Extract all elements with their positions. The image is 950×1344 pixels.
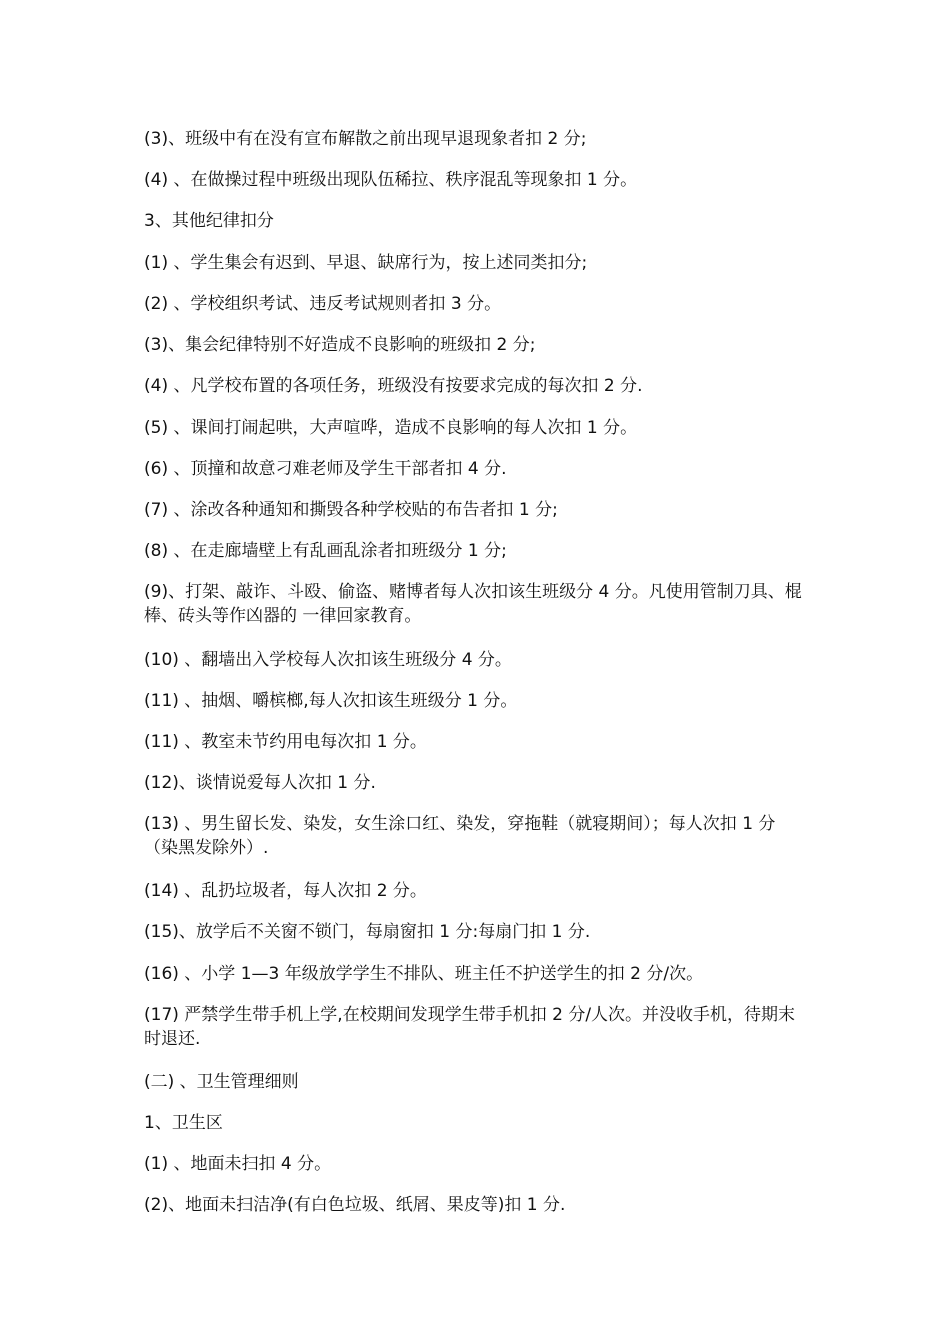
text-line: (3)、班级中有在没有宣布解散之前出现早退现象者扣 2 分; xyxy=(144,129,587,149)
text-line: (8) 、在走廊墙壁上有乱画乱涂者扣班级分 1 分; xyxy=(144,541,507,561)
text-paragraph: (13) 、男生留长发、染发，女生涂口红、染发，穿拖鞋（就寝期间）；每人次扣 1 分（染黑发除外）. xyxy=(144,814,776,858)
text-line: (2) 、学校组织考试、违反考试规则者扣 3 分。 xyxy=(144,294,502,314)
text-line: (14) 、乱扔垃圾者，每人次扣 2 分。 xyxy=(144,881,427,901)
text-line: (1) 、地面未扫扣 4 分。 xyxy=(144,1154,332,1174)
text-line: (11) 、教室未节约用电每次扣 1 分。 xyxy=(144,732,427,752)
text-line: (3)、集会纪律特别不好造成不良影响的班级扣 2 分; xyxy=(144,335,536,355)
section-heading: (二) 、卫生管理细则 xyxy=(144,1072,299,1092)
text-line: (1) 、学生集会有迟到、早退、缺席行为，按上述同类扣分; xyxy=(144,253,588,273)
text-line: (15)、放学后不关窗不锁门，每扇窗扣 1 分:每扇门扣 1 分. xyxy=(144,922,591,942)
text-line: (7) 、涂改各种通知和撕毁各种学校贴的布告者扣 1 分; xyxy=(144,500,558,520)
text-line: (10) 、翻墙出入学校每人次扣该生班级分 4 分。 xyxy=(144,650,512,670)
section-heading: 3、其他纪律扣分 xyxy=(144,211,274,231)
text-line: (6) 、顶撞和故意刁难老师及学生干部者扣 4 分. xyxy=(144,459,507,479)
text-line: (16) 、小学 1—3 年级放学学生不排队、班主任不护送学生的扣 2 分/次。 xyxy=(144,964,704,984)
text-line: (12)、谈情说爱每人次扣 1 分. xyxy=(144,773,376,793)
text-paragraph: (9)、打架、敲诈、斗殴、偷盗、赌博者每人次扣该生班级分 4 分。凡使用管制刀具、棍棒、砖头等作凶器的 一律回家教育。 xyxy=(144,582,802,626)
text-paragraph: (17) 严禁学生带手机上学,在校期间发现学生带手机扣 2 分/人次。并没收手机，待期末时退还. xyxy=(144,1005,796,1049)
text-line: (4) 、凡学校布置的各项任务，班级没有按要求完成的每次扣 2 分. xyxy=(144,376,643,396)
text-line: (4) 、在做操过程中班级出现队伍稀拉、秩序混乱等现象扣 1 分。 xyxy=(144,170,638,190)
text-line: (5) 、课间打闹起哄，大声喧哗，造成不良影响的每人次扣 1 分。 xyxy=(144,418,638,438)
section-heading: 1、卫生区 xyxy=(144,1113,223,1133)
text-line: (11) 、抽烟、嚼槟榔,每人次扣该生班级分 1 分。 xyxy=(144,691,518,711)
text-line: (2)、地面未扫洁净(有白色垃圾、纸屑、果皮等)扣 1 分. xyxy=(144,1195,566,1215)
